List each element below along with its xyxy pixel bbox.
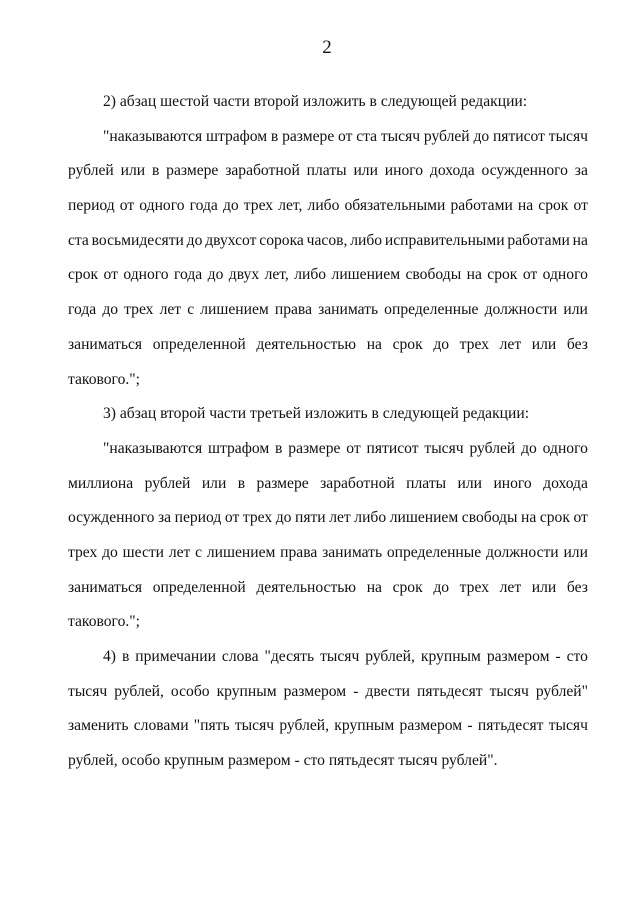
text-line: такового.";	[68, 370, 140, 388]
text-line-justified: "наказываются штрафом в размере от пятисот тысяч рублей до одного	[103, 439, 588, 457]
paragraph-item2-text	[68, 120, 588, 398]
text-line-justified: тысяч рублей, особо крупным размером - двести пятьдесят тысяч рублей"	[68, 682, 588, 700]
text-line-justified: "наказываются штрафом в размере от ста тысяч рублей до пятисот тысяч	[103, 127, 588, 145]
text-line: рублей, особо крупным размером - сто пятьдесят тысяч рублей".	[68, 752, 498, 770]
text-line-justified: трех до шести лет с лишением права занимать определенные должности или	[68, 543, 588, 561]
text-line: такового.";	[68, 613, 140, 631]
text-line-justified: заменить словами "пять тысяч рублей, крупным размером - пятьдесят тысяч	[68, 717, 588, 735]
text-line-justified: период от одного года до трех лет, либо обязательными работами на срок от	[68, 197, 588, 215]
paragraph-item4	[68, 640, 588, 779]
text-line-justified: ста восьмидесяти до двухсот сорока часов, либо исправительными работами на	[68, 231, 588, 249]
text-line: 2) абзац шестой части второй изложить в следующей редакции:	[103, 93, 528, 110]
text-line: 3) абзац второй части третьей изложить в следующей редакции:	[103, 405, 530, 423]
text-line-justified: 4) в примечании слова "десять тысяч рублей, крупным размером - сто	[103, 648, 588, 665]
text-line-justified: года до трех лет с лишением права занимать определенные должности или	[68, 301, 588, 319]
page-number: 2	[322, 37, 332, 58]
text-line-justified: заниматься определенной деятельностью на срок до трех лет или без	[68, 578, 588, 596]
text-line-justified: осужденного за период от трех до пяти лет либо лишением свободы на срок от	[68, 509, 588, 527]
text-line-justified: заниматься определенной деятельностью на срок до трех лет или без	[68, 335, 588, 353]
document-body	[68, 85, 588, 779]
text-line-justified: миллиона рублей или в размере заработной платы или иного дохода	[68, 474, 588, 492]
paragraph-item2-intro	[68, 85, 588, 120]
paragraph-item3-text	[68, 432, 588, 640]
text-line-justified: рублей или в размере заработной платы или иного дохода осужденного за	[68, 162, 588, 180]
paragraph-item3-intro	[68, 397, 588, 432]
text-line-justified: срок от одного года до двух лет, либо лишением свободы на срок от одного	[68, 266, 588, 284]
